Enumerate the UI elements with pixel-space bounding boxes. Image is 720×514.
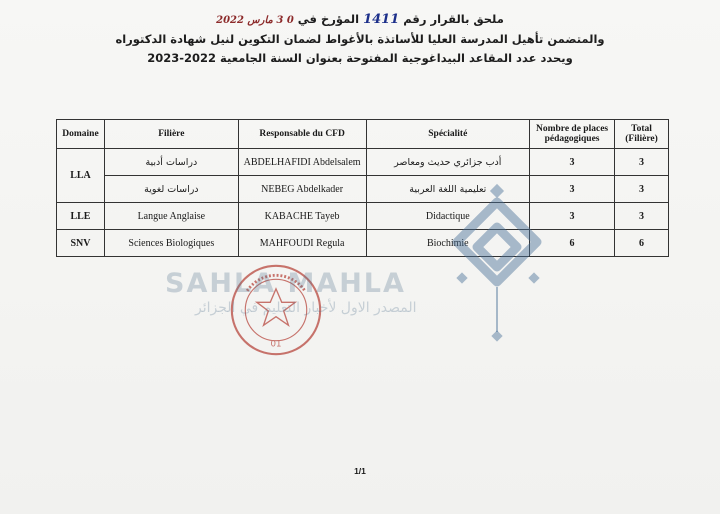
watermark-logo-icon xyxy=(442,182,552,352)
table-row xyxy=(57,149,669,176)
specialite-cell: Didactique xyxy=(366,203,530,230)
total-cell: 3 xyxy=(615,203,669,230)
table-header-row xyxy=(57,120,669,149)
total-cell: 3 xyxy=(615,176,669,203)
places-cell: 3 xyxy=(530,176,615,203)
table-row xyxy=(57,230,669,257)
column-header: Spécialité xyxy=(366,120,530,149)
seats-table xyxy=(56,119,669,257)
places-cell: 6 xyxy=(530,230,615,257)
table-row xyxy=(57,176,669,203)
responsable-cell: NEBEG Abdelkader xyxy=(238,176,366,203)
total-cell: 3 xyxy=(615,149,669,176)
places-cell: 3 xyxy=(530,149,615,176)
table-row xyxy=(57,203,669,230)
decision-date: 0 3 مارس 2022 xyxy=(216,15,294,26)
column-header: Domaine xyxy=(57,120,105,149)
filiere-cell: دراسات لغوية xyxy=(104,176,238,203)
specialite-cell: أدب جزائري حديث ومعاصر xyxy=(366,149,530,176)
column-header: Nombre de places pédagogiques xyxy=(530,120,615,149)
total-cell: 6 xyxy=(615,230,669,257)
domaine-cell: LLE xyxy=(57,203,105,230)
header-line-1-middle: المؤرخ في xyxy=(297,12,360,26)
page-number: 1/1 xyxy=(354,466,366,476)
places-cell: 3 xyxy=(530,203,615,230)
domaine-cell: LLA xyxy=(57,149,105,203)
header-line-3: ويحدد عدد المقاعد البيداغوجية المفتوحة بعنوان السنة الجامعية 2022-2023 xyxy=(147,51,573,65)
column-header: Total (Filière) xyxy=(615,120,669,149)
decision-number: 1411 xyxy=(363,12,400,27)
responsable-cell: ABDELHAFIDI Abdelsalem xyxy=(238,149,366,176)
filiere-cell: Langue Anglaise xyxy=(104,203,238,230)
header-line-2: والمتضمن تأهيل المدرسة العليا للأساتذة بالأغواط لضمان التكوين لنيل شهادة الدكتوراه xyxy=(115,32,605,46)
document-header xyxy=(0,10,720,68)
responsable-cell: MAHFOUDI Regula xyxy=(238,230,366,257)
column-header: Responsable du CFD xyxy=(238,120,366,149)
seats-table-container xyxy=(56,119,669,257)
responsable-cell: KABACHE Tayeb xyxy=(238,203,366,230)
column-header: Filière xyxy=(104,120,238,149)
header-line-1-prefix: ملحق بالقرار رقم xyxy=(403,12,504,26)
stamp-number: 01 xyxy=(270,339,282,350)
specialite-cell: تعليمية اللغة العربية xyxy=(366,176,530,203)
header-line-1 xyxy=(0,10,720,30)
filiere-cell: Sciences Biologiques xyxy=(104,230,238,257)
watermark-tagline: المصدر الاول لأخبار التعليم في الجزائر xyxy=(195,300,417,316)
specialite-cell: Biochimie xyxy=(366,230,530,257)
watermark-brand: SAHLA MAHLA xyxy=(165,268,406,299)
filiere-cell: دراسات أدبية xyxy=(104,149,238,176)
domaine-cell: SNV xyxy=(57,230,105,257)
